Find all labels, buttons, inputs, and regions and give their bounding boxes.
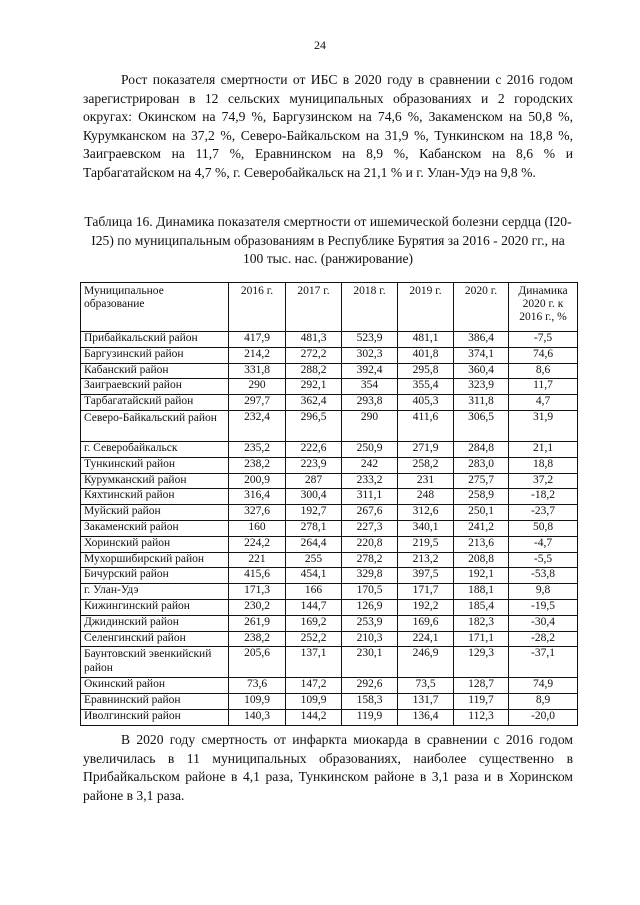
municipality-name-cell: Мухоршибирский район xyxy=(81,552,229,568)
rate-cell: 411,6 xyxy=(398,410,454,441)
rate-cell: 278,1 xyxy=(286,520,342,536)
dynamics-cell: -30,4 xyxy=(509,615,578,631)
rate-cell: 323,9 xyxy=(454,379,509,395)
dynamics-cell: -19,5 xyxy=(509,599,578,615)
municipality-name-cell: Заиграевский район xyxy=(81,379,229,395)
rate-cell: 252,2 xyxy=(286,631,342,647)
table-row xyxy=(81,347,578,363)
rate-cell: 284,8 xyxy=(454,441,509,457)
rate-cell: 331,8 xyxy=(229,363,286,379)
rate-cell: 213,6 xyxy=(454,536,509,552)
table-row xyxy=(81,520,578,536)
rate-cell: 136,4 xyxy=(398,709,454,725)
rate-cell: 171,3 xyxy=(229,584,286,600)
rate-cell: 208,8 xyxy=(454,552,509,568)
rate-cell: 192,2 xyxy=(398,599,454,615)
dynamics-cell: -5,5 xyxy=(509,552,578,568)
ibs-mortality-table xyxy=(80,282,578,726)
rate-cell: 224,2 xyxy=(229,536,286,552)
municipality-name-cell: Тарбагатайский район xyxy=(81,395,229,411)
rate-cell: 523,9 xyxy=(342,332,398,348)
rate-cell: 232,4 xyxy=(229,410,286,441)
rate-cell: 275,7 xyxy=(454,473,509,489)
municipality-name-cell: Кяхтинский район xyxy=(81,489,229,505)
table-row xyxy=(81,584,578,600)
dynamics-cell: -4,7 xyxy=(509,536,578,552)
rate-cell: 112,3 xyxy=(454,709,509,725)
rate-cell: 397,5 xyxy=(398,568,454,584)
dynamics-cell: 18,8 xyxy=(509,457,578,473)
page-number: 24 xyxy=(314,38,326,52)
rate-cell: 210,3 xyxy=(342,631,398,647)
municipality-name-cell: Хоринский район xyxy=(81,536,229,552)
table-row xyxy=(81,694,578,710)
dynamics-cell: -18,2 xyxy=(509,489,578,505)
rate-cell: 205,6 xyxy=(229,647,286,678)
table-row xyxy=(81,505,578,521)
rate-cell: 213,2 xyxy=(398,552,454,568)
rate-cell: 311,1 xyxy=(342,489,398,505)
dynamics-cell: 4,7 xyxy=(509,395,578,411)
rate-cell: 109,9 xyxy=(286,694,342,710)
rate-cell: 231 xyxy=(398,473,454,489)
rate-cell: 214,2 xyxy=(229,347,286,363)
rate-cell: 119,7 xyxy=(454,694,509,710)
dynamics-cell: 21,1 xyxy=(509,441,578,457)
rate-cell: 246,9 xyxy=(398,647,454,678)
rate-cell: 267,6 xyxy=(342,505,398,521)
rate-cell: 287 xyxy=(286,473,342,489)
rate-cell: 329,8 xyxy=(342,568,398,584)
rate-cell: 386,4 xyxy=(454,332,509,348)
dynamics-cell: 74,9 xyxy=(509,678,578,694)
dynamics-cell: 37,2 xyxy=(509,473,578,489)
rate-cell: 295,8 xyxy=(398,363,454,379)
municipality-name-cell: Муйский район xyxy=(81,505,229,521)
rate-cell: 182,3 xyxy=(454,615,509,631)
rate-cell: 192,7 xyxy=(286,505,342,521)
dynamics-cell: 74,6 xyxy=(509,347,578,363)
table-body xyxy=(81,332,578,726)
rate-cell: 481,3 xyxy=(286,332,342,348)
dynamics-cell: 31,9 xyxy=(509,410,578,441)
table-row xyxy=(81,332,578,348)
dynamics-cell: -23,7 xyxy=(509,505,578,521)
municipality-name-cell: Баунтовский эвенкийский район xyxy=(81,647,229,678)
rate-cell: 222,6 xyxy=(286,441,342,457)
rate-cell: 144,7 xyxy=(286,599,342,615)
rate-cell: 188,1 xyxy=(454,584,509,600)
rate-cell: 73,6 xyxy=(229,678,286,694)
rate-cell: 230,1 xyxy=(342,647,398,678)
rate-cell: 223,9 xyxy=(286,457,342,473)
rate-cell: 415,6 xyxy=(229,568,286,584)
rate-cell: 140,3 xyxy=(229,709,286,725)
municipality-name-cell: Еравнинский район xyxy=(81,694,229,710)
table-header-row xyxy=(81,283,578,332)
rate-cell: 293,8 xyxy=(342,395,398,411)
column-header-dynamics: Динамика 2020 г. к 2016 г., % xyxy=(509,283,578,332)
rate-cell: 290 xyxy=(342,410,398,441)
table-row xyxy=(81,363,578,379)
column-header-2017: 2017 г. xyxy=(286,283,342,332)
table-row xyxy=(81,552,578,568)
rate-cell: 171,1 xyxy=(454,631,509,647)
rate-cell: 362,4 xyxy=(286,395,342,411)
table-row xyxy=(81,631,578,647)
rate-cell: 220,8 xyxy=(342,536,398,552)
rate-cell: 169,2 xyxy=(286,615,342,631)
dynamics-cell: -28,2 xyxy=(509,631,578,647)
rate-cell: 272,2 xyxy=(286,347,342,363)
municipality-name-cell: Тункинский район xyxy=(81,457,229,473)
rate-cell: 253,9 xyxy=(342,615,398,631)
rate-cell: 233,2 xyxy=(342,473,398,489)
rate-cell: 227,3 xyxy=(342,520,398,536)
table-row xyxy=(81,457,578,473)
rate-cell: 292,1 xyxy=(286,379,342,395)
rate-cell: 290 xyxy=(229,379,286,395)
rate-cell: 316,4 xyxy=(229,489,286,505)
rate-cell: 258,9 xyxy=(454,489,509,505)
dynamics-cell: -7,5 xyxy=(509,332,578,348)
rate-cell: 327,6 xyxy=(229,505,286,521)
table-row xyxy=(81,395,578,411)
paragraph-myocardial-infarction: В 2020 году смертность от инфаркта миокарда в сравнении с 2016 годом увеличилась в 11 муниципальных образованиях, наиболее существенно в Прибайкальском районе в 4,1 раза, Тункинском районе в 3,1 раза и в Хоринском районе в 3,1 раза. xyxy=(83,732,573,803)
municipality-name-cell: г. Северобайкальск xyxy=(81,441,229,457)
rate-cell: 238,2 xyxy=(229,631,286,647)
table-row xyxy=(81,410,578,441)
table-row xyxy=(81,678,578,694)
rate-cell: 454,1 xyxy=(286,568,342,584)
rate-cell: 250,1 xyxy=(454,505,509,521)
rate-cell: 166 xyxy=(286,584,342,600)
rate-cell: 160 xyxy=(229,520,286,536)
table-caption: Таблица 16. Динамика показателя смертности от ишемической болезни сердца (I20-I25) по муниципальным образованиям в Республике Бурятия за 2016 - 2020 гг., на 100 тыс. нас. (ранжирование) xyxy=(84,214,572,266)
rate-cell: 185,4 xyxy=(454,599,509,615)
municipality-name-cell: Селенгинский район xyxy=(81,631,229,647)
rate-cell: 248 xyxy=(398,489,454,505)
table-row xyxy=(81,473,578,489)
rate-cell: 171,7 xyxy=(398,584,454,600)
rate-cell: 264,4 xyxy=(286,536,342,552)
rate-cell: 311,8 xyxy=(454,395,509,411)
table-row xyxy=(81,615,578,631)
dynamics-cell: 9,8 xyxy=(509,584,578,600)
rate-cell: 392,4 xyxy=(342,363,398,379)
rate-cell: 481,1 xyxy=(398,332,454,348)
municipality-name-cell: Иволгинский район xyxy=(81,709,229,725)
municipality-name-cell: Северо-Байкальский район xyxy=(81,410,229,441)
rate-cell: 109,9 xyxy=(229,694,286,710)
rate-cell: 417,9 xyxy=(229,332,286,348)
dynamics-cell: -53,8 xyxy=(509,568,578,584)
column-header-2016: 2016 г. xyxy=(229,283,286,332)
rate-cell: 297,7 xyxy=(229,395,286,411)
municipality-name-cell: Кабанский район xyxy=(81,363,229,379)
rate-cell: 401,8 xyxy=(398,347,454,363)
dynamics-cell: 8,9 xyxy=(509,694,578,710)
municipality-name-cell: Бичурский район xyxy=(81,568,229,584)
rate-cell: 302,3 xyxy=(342,347,398,363)
rate-cell: 128,7 xyxy=(454,678,509,694)
rate-cell: 374,1 xyxy=(454,347,509,363)
rate-cell: 354 xyxy=(342,379,398,395)
table-row xyxy=(81,709,578,725)
rate-cell: 355,4 xyxy=(398,379,454,395)
rate-cell: 271,9 xyxy=(398,441,454,457)
rate-cell: 360,4 xyxy=(454,363,509,379)
rate-cell: 158,3 xyxy=(342,694,398,710)
paragraph-ibs-growth: Рост показателя смертности от ИБС в 2020 году в сравнении с 2016 годом зарегистрирован в 12 сельских муниципальных образованиях и 2 городских округах: Окинском на 74,9 %, Баргузинском на 74,6 %, Закаменском на 50,8 %, Курумканском на 37,2 %, Северо-Байкальском на 31,9 %, Тункинском на 18,8 %, Заиграевском на 11,7 %, Еравнинском на 8,9 %, Кабанском на 8,6 % и Тарбагатайском на 4,7 %, г. Северобайкальск на 21,1 % и г. Улан-Удэ на 9,8 %. xyxy=(83,72,573,180)
rate-cell: 258,2 xyxy=(398,457,454,473)
municipality-name-cell: Джидинский район xyxy=(81,615,229,631)
municipality-name-cell: Курумканский район xyxy=(81,473,229,489)
rate-cell: 340,1 xyxy=(398,520,454,536)
rate-cell: 144,2 xyxy=(286,709,342,725)
column-header-2019: 2019 г. xyxy=(398,283,454,332)
rate-cell: 170,5 xyxy=(342,584,398,600)
table-row xyxy=(81,379,578,395)
dynamics-cell: 8,6 xyxy=(509,363,578,379)
municipality-name-cell: Закаменский район xyxy=(81,520,229,536)
table-row xyxy=(81,647,578,678)
municipality-name-cell: Кижингинский район xyxy=(81,599,229,615)
rate-cell: 261,9 xyxy=(229,615,286,631)
municipality-name-cell: г. Улан-Удэ xyxy=(81,584,229,600)
rate-cell: 200,9 xyxy=(229,473,286,489)
rate-cell: 169,6 xyxy=(398,615,454,631)
rate-cell: 129,3 xyxy=(454,647,509,678)
column-header-2018: 2018 г. xyxy=(342,283,398,332)
rate-cell: 235,2 xyxy=(229,441,286,457)
municipality-name-cell: Окинский район xyxy=(81,678,229,694)
rate-cell: 292,6 xyxy=(342,678,398,694)
rate-cell: 241,2 xyxy=(454,520,509,536)
municipality-name-cell: Баргузинский район xyxy=(81,347,229,363)
rate-cell: 312,6 xyxy=(398,505,454,521)
rate-cell: 300,4 xyxy=(286,489,342,505)
rate-cell: 230,2 xyxy=(229,599,286,615)
rate-cell: 306,5 xyxy=(454,410,509,441)
rate-cell: 119,9 xyxy=(342,709,398,725)
column-header-municipality: Муниципальное образование xyxy=(81,283,229,332)
rate-cell: 255 xyxy=(286,552,342,568)
rate-cell: 147,2 xyxy=(286,678,342,694)
table-row xyxy=(81,489,578,505)
table-row xyxy=(81,599,578,615)
dynamics-cell: 50,8 xyxy=(509,520,578,536)
rate-cell: 131,7 xyxy=(398,694,454,710)
rate-cell: 73,5 xyxy=(398,678,454,694)
dynamics-cell: 11,7 xyxy=(509,379,578,395)
table-row xyxy=(81,568,578,584)
rate-cell: 192,1 xyxy=(454,568,509,584)
rate-cell: 238,2 xyxy=(229,457,286,473)
rate-cell: 278,2 xyxy=(342,552,398,568)
rate-cell: 221 xyxy=(229,552,286,568)
rate-cell: 405,3 xyxy=(398,395,454,411)
rate-cell: 219,5 xyxy=(398,536,454,552)
column-header-2020: 2020 г. xyxy=(454,283,509,332)
municipality-name-cell: Прибайкальский район xyxy=(81,332,229,348)
rate-cell: 296,5 xyxy=(286,410,342,441)
table-row xyxy=(81,536,578,552)
rate-cell: 250,9 xyxy=(342,441,398,457)
rate-cell: 126,9 xyxy=(342,599,398,615)
table-row xyxy=(81,441,578,457)
rate-cell: 288,2 xyxy=(286,363,342,379)
rate-cell: 242 xyxy=(342,457,398,473)
rate-cell: 283,0 xyxy=(454,457,509,473)
rate-cell: 137,1 xyxy=(286,647,342,678)
dynamics-cell: -20,0 xyxy=(509,709,578,725)
dynamics-cell: -37,1 xyxy=(509,647,578,678)
rate-cell: 224,1 xyxy=(398,631,454,647)
